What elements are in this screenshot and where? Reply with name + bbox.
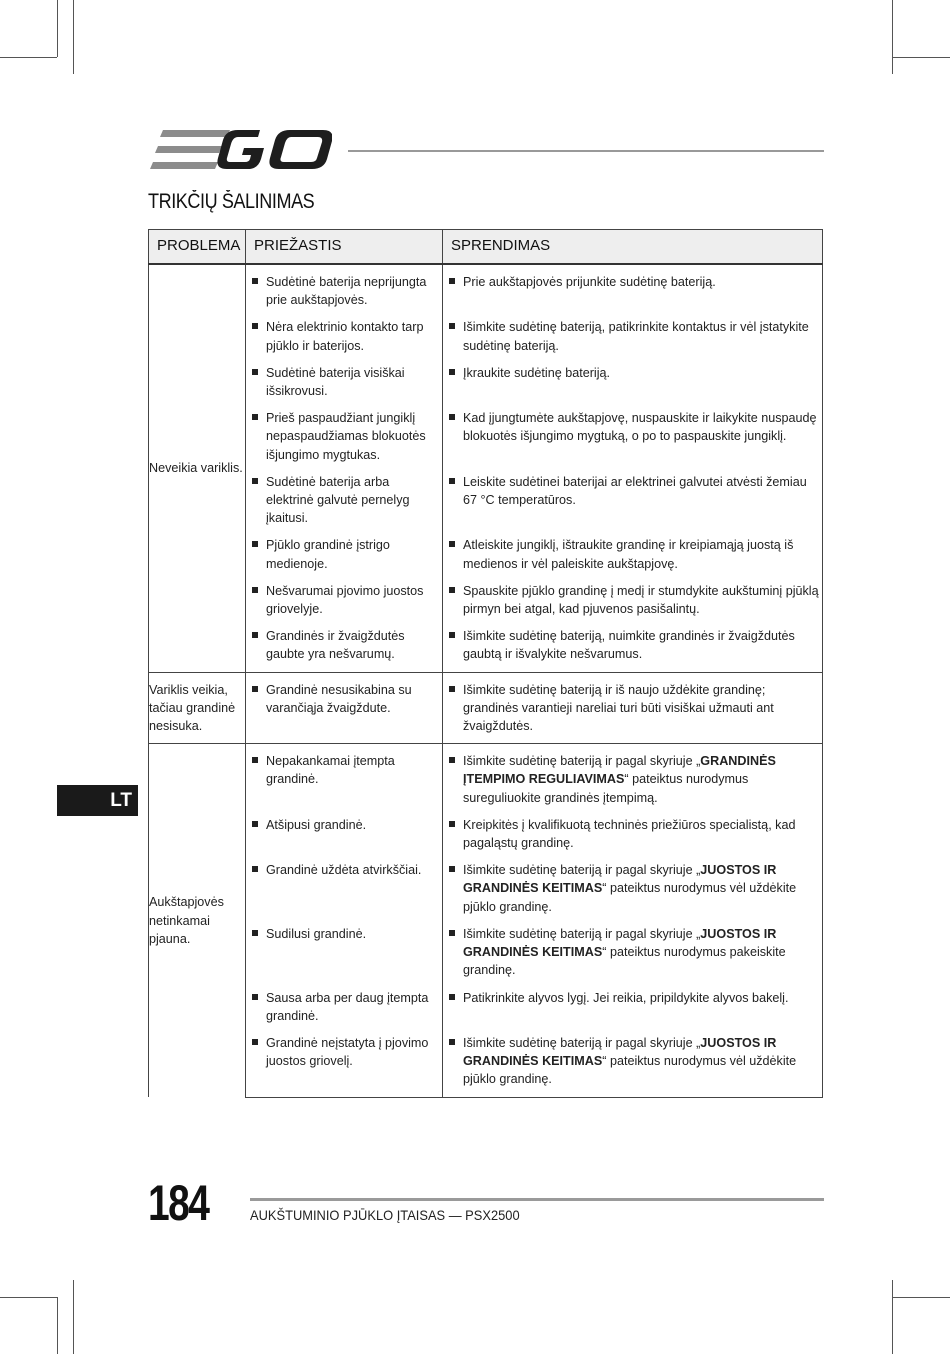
header-problem: PROBLEMA [149, 230, 246, 265]
section-reference: JUOSTOS IR GRANDINĖS KEITIMAS [463, 1035, 777, 1069]
solution-cell [443, 472, 823, 536]
solution-text: Išimkite sudėtinę bateriją ir pagal skyriuje „ [463, 863, 701, 878]
cause-cell [246, 988, 443, 1033]
solution-text: Išimkite sudėtinę bateriją ir pagal skyriuje „ [463, 926, 701, 941]
cause-cell [246, 815, 443, 860]
bullet-icon [252, 1039, 258, 1045]
cause-text: Pjūklo grandinė įstrigo medienoje. [266, 538, 390, 571]
bullet-icon [252, 994, 258, 1000]
bullet-icon [449, 866, 455, 872]
solution-text: Išimkite sudėtinę bateriją ir pagal skyriuje „ [463, 754, 701, 769]
crop-mark [57, 0, 58, 57]
table-row [149, 408, 823, 472]
group-spacer [149, 744, 823, 752]
table-row [149, 581, 823, 626]
solution-cell [443, 1033, 823, 1097]
group-spacer [149, 672, 823, 680]
crop-mark [892, 1297, 950, 1298]
table-row [149, 680, 823, 744]
bullet-icon [449, 757, 455, 763]
bullet-icon [252, 632, 258, 638]
page-title: TRIKČIŲ ŠALINIMAS [148, 190, 315, 213]
table-row [149, 988, 823, 1033]
bullet-icon [449, 414, 455, 420]
problem-cell: Aukštapjovės netinkamai pjauna. [149, 744, 246, 1097]
bullet-icon [449, 587, 455, 593]
cause-cell [246, 626, 443, 672]
crop-mark [73, 1280, 74, 1354]
solution-text: Leiskite sudėtinei baterijai ar elektrinei galvutei atvėsti žemiau 67 °C temperatūros. [463, 474, 807, 508]
cause-cell [246, 317, 443, 362]
solution-cell [443, 988, 823, 1033]
bullet-icon [449, 478, 455, 484]
cause-text: Atšipusi grandinė. [266, 817, 367, 832]
bullet-icon [252, 369, 258, 375]
cause-text: Grandinė uždėta atvirkščiai. [266, 863, 422, 878]
bullet-icon [252, 541, 258, 547]
solution-text: Prie aukštapjovės prijunkite sudėtinę bateriją. [463, 275, 716, 289]
crop-mark [892, 57, 950, 58]
cause-text: Sudėtinė baterija visiškai išsikrovusi. [266, 365, 405, 399]
bullet-icon [449, 369, 455, 375]
bullet-icon [449, 686, 455, 692]
cause-text: Nepakankamai įtempta grandinė. [266, 754, 395, 787]
cause-text: Sudėtinė baterija arba elektrinė galvutė pernelyg įkaitusi. [266, 474, 410, 526]
section-reference: JUOSTOS IR GRANDINĖS KEITIMAS [463, 926, 777, 960]
solution-cell [443, 815, 823, 860]
table-row [149, 924, 823, 988]
cause-cell [246, 1033, 443, 1097]
solution-cell [443, 626, 823, 672]
header-solution: SPRENDIMAS [443, 230, 823, 265]
bullet-icon [252, 587, 258, 593]
solution-text: “ pateiktus nurodymus vėl uždėkite pjūklo grandinę. [463, 1054, 797, 1087]
cause-text: Sausa arba per daug įtempta grandinė. [266, 990, 429, 1023]
page-number: 184 [148, 1175, 209, 1231]
solution-cell [443, 363, 823, 408]
troubleshooting-table [148, 229, 823, 1098]
bullet-icon [252, 930, 258, 936]
solution-text: Atleiskite jungiklį, ištraukite grandinę ir kreipiamąją juostą iš medienos ir vėl paleiskite aukštapjovę. [463, 538, 794, 571]
cause-cell [246, 272, 443, 317]
table-row [149, 626, 823, 672]
solution-text: “ pateiktus nurodymus vėl uždėkite pjūklo grandinę. [463, 881, 797, 914]
bullet-icon [449, 278, 455, 284]
table-row [149, 1033, 823, 1097]
crop-mark [0, 1297, 57, 1298]
bullet-icon [449, 541, 455, 547]
solution-text: Spauskite pjūklo grandinę į medį ir stumdykite aukštuminį pjūklą pirmyn bei atgal, kad pjuvenos pasišalintų. [463, 583, 819, 617]
solution-text: “ pateiktus nurodymus sureguliuokite grandinės įtempimą. [463, 772, 749, 805]
cause-cell [246, 535, 443, 580]
solution-text: Įkraukite sudėtinę bateriją. [463, 365, 611, 380]
bullet-icon [449, 1039, 455, 1045]
group-spacer [149, 264, 823, 272]
bullet-icon [449, 632, 455, 638]
crop-mark [0, 57, 57, 58]
section-reference: JUOSTOS IR GRANDINĖS KEITIMAS [463, 863, 777, 896]
solution-text: Išimkite sudėtinę bateriją ir iš naujo uždėkite grandinę; grandinės varantieji nareliai turi būti visiškai užmauti ant žvaigždutės. [463, 682, 774, 734]
cause-text: Nešvarumai pjovimo juostos griovelyje. [266, 583, 424, 617]
crop-mark [73, 0, 74, 74]
solution-cell [443, 860, 823, 924]
cause-text: Prieš paspaudžiant jungiklį nepaspaudžiamas blokuotės išjungimo mygtukas. [266, 411, 426, 462]
table-row [149, 472, 823, 536]
bullet-icon [252, 323, 258, 329]
cause-text: Sudilusi grandinė. [266, 926, 367, 941]
bullet-icon [252, 866, 258, 872]
cause-cell [246, 924, 443, 988]
table-row [149, 815, 823, 860]
cause-cell [246, 472, 443, 536]
footer-rule [250, 1198, 824, 1201]
problem-cell: Variklis veikia, tačiau grandinė nesisuka. [149, 672, 246, 744]
header-cause: PRIEŽASTIS [246, 230, 443, 265]
solution-cell [443, 751, 823, 815]
cause-cell [246, 860, 443, 924]
solution-text: “ pateiktus nurodymus pakeiskite grandinę. [463, 945, 786, 978]
solution-cell [443, 408, 823, 472]
solution-text: Išimkite sudėtinę bateriją ir pagal skyriuje „ [463, 1035, 701, 1050]
crop-mark [57, 1297, 58, 1354]
cause-cell [246, 680, 443, 744]
bullet-icon [252, 686, 258, 692]
table-row [149, 272, 823, 317]
solution-cell [443, 317, 823, 362]
problem-cell: Neveikia variklis. [149, 264, 246, 672]
solution-cell [443, 535, 823, 580]
crop-mark [892, 1280, 893, 1354]
cause-text: Grandinės ir žvaigždutės gaubte yra nešvarumų. [266, 629, 405, 662]
solution-cell [443, 680, 823, 744]
bullet-icon [252, 414, 258, 420]
bullet-icon [449, 994, 455, 1000]
cause-text: Nėra elektrinio kontakto tarp pjūklo ir baterijos. [266, 320, 424, 353]
table-row [149, 363, 823, 408]
cause-text: Sudėtinė baterija neprijungta prie aukštapjovės. [266, 275, 427, 308]
solution-text: Išimkite sudėtinę bateriją, nuimkite grandinės ir žvaigždutės gaubtą ir išvalykite nešvarumus. [463, 629, 795, 662]
table-row [149, 317, 823, 362]
solution-text: Kreipkitės į kvalifikuotą techninės priežiūros specialistą, kad pagaląstų grandinę. [463, 817, 796, 851]
crop-mark [892, 0, 893, 74]
cause-cell [246, 751, 443, 815]
footer-text: AUKŠTUMINIO PJŪKLO ĮTAISAS — PSX2500 [250, 1207, 520, 1223]
section-reference: GRANDINĖS ĮTEMPIMO REGULIAVIMAS [463, 754, 776, 787]
table-row [149, 860, 823, 924]
solution-text: Išimkite sudėtinę bateriją, patikrinkite kontaktus ir vėl įstatykite sudėtinę bateriją. [463, 320, 809, 353]
solution-cell [443, 924, 823, 988]
bullet-icon [449, 323, 455, 329]
cause-cell [246, 408, 443, 472]
solution-text: Patikrinkite alyvos lygį. Jei reikia, pripildykite alyvos bakelį. [463, 990, 789, 1005]
bullet-icon [252, 757, 258, 763]
bullet-icon [449, 821, 455, 827]
solution-cell [443, 581, 823, 626]
cause-cell [246, 363, 443, 408]
bullet-icon [252, 478, 258, 484]
bullet-icon [449, 930, 455, 936]
cause-text: Grandinė nesusikabina su varančiąja žvaigždute. [266, 682, 412, 715]
table-body [149, 264, 823, 1097]
cause-text: Grandinė neįstatyta į pjovimo juostos griovelį. [266, 1035, 429, 1069]
bullet-icon [252, 278, 258, 284]
table-row [149, 751, 823, 815]
header-rule [348, 150, 824, 152]
cause-cell [246, 581, 443, 626]
solution-text: Kad įjungtumėte aukštapjovę, nuspauskite ir laikykite nuspaudę blokuotės išjungimo mygtuką, o po to paspauskite jungiklį. [463, 411, 817, 444]
bullet-icon [252, 821, 258, 827]
ego-logo [150, 128, 332, 172]
solution-cell [443, 272, 823, 317]
table-row [149, 535, 823, 580]
language-tab: LT [57, 785, 138, 816]
